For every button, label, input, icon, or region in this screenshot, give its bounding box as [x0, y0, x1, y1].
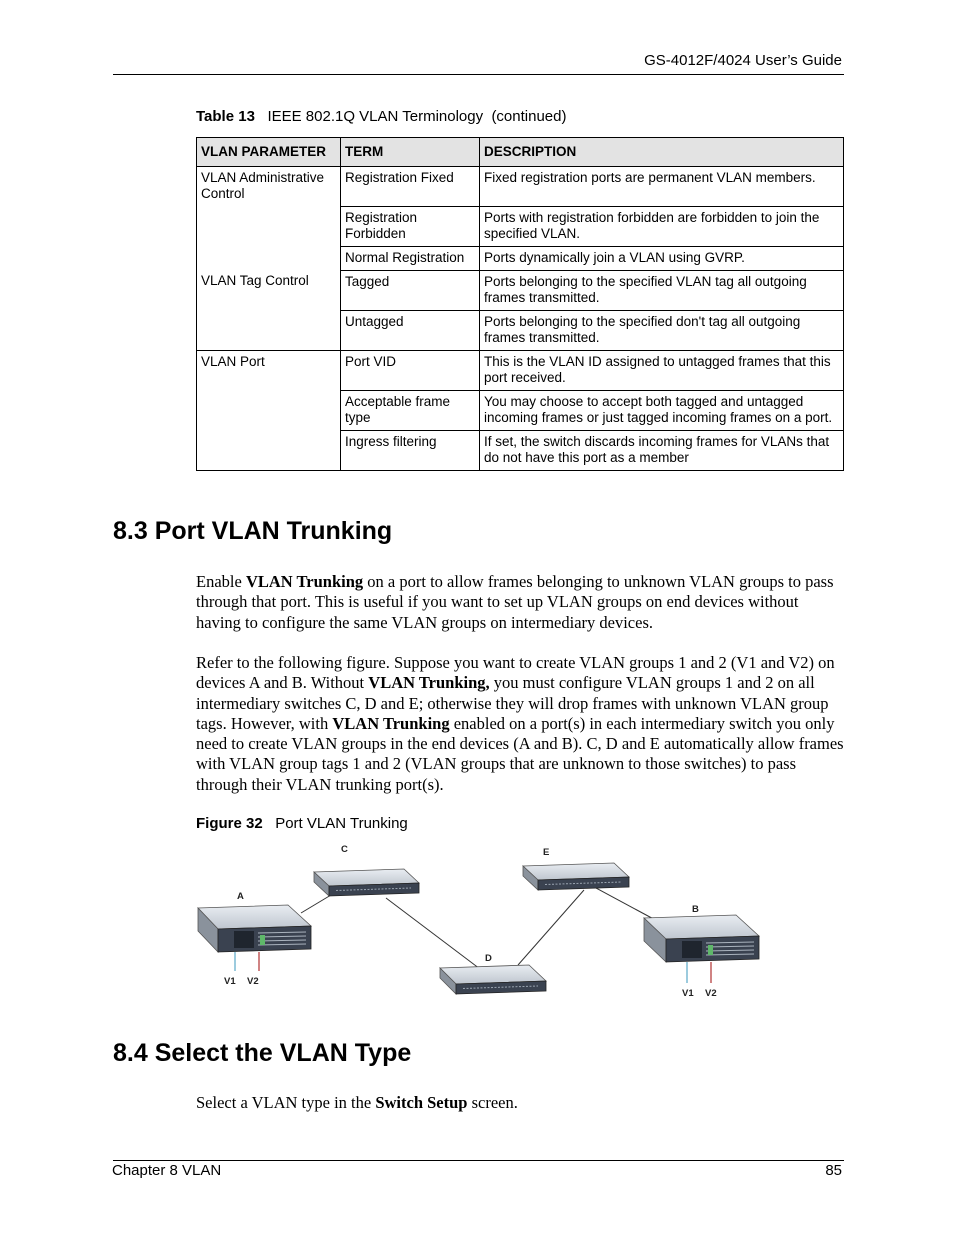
term-cell: Ingress filtering: [341, 430, 480, 470]
table-row: [197, 390, 844, 430]
description-cell: This is the VLAN ID assigned to untagged frames that this port received.: [480, 350, 844, 390]
term-cell: Registration Fixed: [341, 167, 480, 207]
label-c: C: [341, 844, 348, 855]
footer-chapter: Chapter 8 VLAN: [112, 1162, 222, 1179]
bold-term: VLAN Trunking: [332, 713, 450, 733]
description-cell: Fixed registration ports are permanent VLAN members.: [480, 167, 844, 207]
section-heading-port-vlan-trunking: 8.3 Port VLAN Trunking: [113, 517, 393, 545]
body-paragraph: [196, 572, 844, 633]
term-cell: Registration Forbidden: [341, 206, 480, 246]
table-caption: [196, 108, 567, 125]
port-vlan-trunking-figure: [196, 838, 766, 1003]
description-cell: Ports belonging to the specified VLAN tag all outgoing frames transmitted.: [480, 270, 844, 310]
label-a-v2: V2: [247, 976, 259, 987]
parameter-cell: VLAN Administrative Control: [197, 167, 341, 207]
text-run: Refer to the following figure. Suppose you want to create VLAN groups 1 and 2 (V1 and V2) on devices A and B. Without: [196, 653, 835, 693]
table-row: [197, 167, 844, 207]
table-caption-text: IEEE 802.1Q VLAN Terminology (continued): [267, 108, 567, 125]
parameter-cell: VLAN Port: [197, 350, 341, 390]
switch-d-device: [440, 965, 546, 994]
description-cell: Ports belonging to the specified don't tag all outgoing frames transmitted.: [480, 310, 844, 350]
label-b-v2: V2: [705, 988, 717, 999]
table-row: [197, 206, 844, 246]
term-cell: Acceptable frame type: [341, 390, 480, 430]
footer-rule: [113, 1160, 844, 1161]
term-cell: Tagged: [341, 270, 480, 310]
column-header-term: TERM: [341, 138, 480, 167]
switch-c-device: [314, 869, 419, 896]
bold-term: VLAN Trunking,: [368, 673, 490, 693]
network-diagram: [196, 838, 766, 1003]
parameter-cell-empty: [197, 310, 341, 350]
table-row: [197, 430, 844, 470]
figure-caption: [196, 815, 408, 832]
switch-e-device: [523, 863, 629, 890]
figure-caption-label: Figure 32: [196, 815, 263, 832]
footer-page-number: 85: [825, 1162, 842, 1179]
label-a: A: [237, 891, 244, 902]
text-run: screen.: [467, 1093, 518, 1112]
column-header-description: DESCRIPTION: [480, 138, 844, 167]
term-cell: Port VID: [341, 350, 480, 390]
table-row: [197, 350, 844, 390]
section-heading-select-vlan-type: 8.4 Select the VLAN Type: [113, 1039, 412, 1067]
link-c-d: [386, 898, 488, 975]
table-header-row: [197, 138, 844, 167]
label-d: D: [485, 953, 492, 964]
body-paragraph: [196, 653, 844, 795]
column-header-parameter: VLAN PARAMETER: [197, 138, 341, 167]
parameter-cell-empty: [197, 246, 341, 270]
label-b: B: [692, 904, 699, 915]
device-b-chassis: [644, 915, 759, 962]
description-cell: Ports dynamically join a VLAN using GVRP.: [480, 246, 844, 270]
parameter-cell-empty: [197, 390, 341, 430]
text-run: Select a VLAN type in the: [196, 1093, 376, 1112]
bold-term: Switch Setup: [375, 1093, 468, 1112]
label-e: E: [543, 847, 550, 858]
parameter-cell: VLAN Tag Control: [197, 270, 341, 310]
description-cell: Ports with registration forbidden are forbidden to join the specified VLAN.: [480, 206, 844, 246]
table-row: [197, 310, 844, 350]
term-cell: Untagged: [341, 310, 480, 350]
description-cell: If set, the switch discards incoming frames for VLANs that do not have this port as a member: [480, 430, 844, 470]
vlan-terminology-table: [196, 137, 844, 471]
bold-term: VLAN Trunking: [245, 572, 364, 591]
parameter-cell-empty: [197, 206, 341, 246]
link-d-e: [518, 890, 584, 965]
label-b-v1: V1: [682, 988, 694, 999]
term-cell: Normal Registration: [341, 246, 480, 270]
table-row: [197, 270, 844, 310]
description-cell: You may choose to accept both tagged and untagged incoming frames or just tagged incoming frames on a port.: [480, 390, 844, 430]
label-a-v1: V1: [224, 976, 236, 987]
table-caption-label: Table 13: [196, 108, 255, 125]
parameter-cell-empty: [197, 430, 341, 470]
text-run: you must configure VLAN groups 1 and 2 on all intermediary switches C, D and E; otherwise they will drop frames with unknown VLAN group tags. However, with: [196, 673, 829, 733]
text-run: Enable: [196, 572, 246, 591]
device-a-chassis: [198, 905, 311, 952]
figure-caption-text: Port VLAN Trunking: [275, 815, 408, 832]
link-a-c: [301, 895, 331, 913]
text-run: on a port to allow frames belonging to unknown VLAN groups to pass through that port. This is useful if you want to set up VLAN groups on end devices without having to configure the same VLAN groups on intermediary devices.: [196, 572, 834, 632]
header-title: GS-4012F/4024 User’s Guide: [644, 52, 842, 69]
header-rule: [113, 74, 844, 75]
text-run: enabled on a port(s) in each intermediary switch you only need to create VLAN groups in the end devices (A and B). C, D and E automatically allow frames with VLAN group tags 1 and 2 (VLAN groups that are unknown to those switches) to pass through their VLAN trunking port(s).: [196, 713, 844, 794]
table-row: [197, 246, 844, 270]
body-paragraph: [196, 1093, 844, 1113]
